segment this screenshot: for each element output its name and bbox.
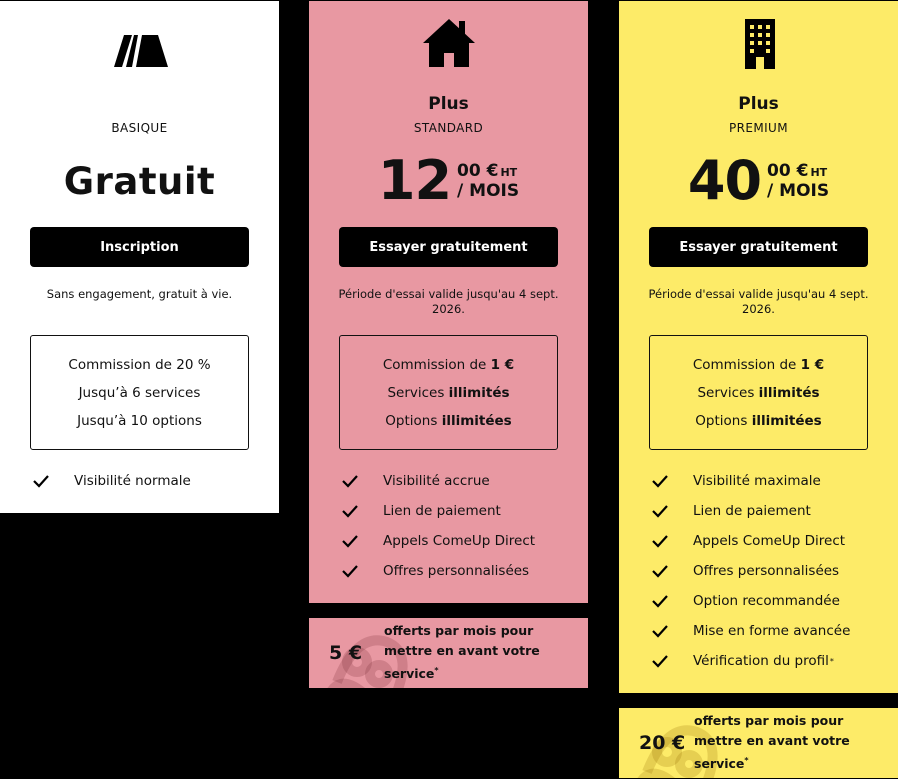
feature-item: Offres personnalisées <box>341 556 588 586</box>
feature-item: Option recommandée <box>651 586 898 616</box>
price-ht: HT <box>810 165 828 179</box>
try-free-button[interactable]: Essayer gratuitement <box>339 227 558 267</box>
feature-item: Lien de paiement <box>341 496 588 526</box>
try-free-button[interactable]: Essayer gratuitement <box>649 227 868 267</box>
feature-list <box>32 466 279 496</box>
check-icon <box>651 654 669 668</box>
box-line: Jusqu’à 10 options <box>77 412 202 429</box>
feature-item: Appels ComeUp Direct <box>651 526 898 556</box>
plan-panel <box>619 1 898 693</box>
feature-item: Mise en forme avancée <box>651 616 898 646</box>
promo-text: offerts par mois pour mettre en avant votre service* <box>694 713 850 772</box>
promo-text: offerts par mois pour mettre en avant votre service* <box>384 623 540 682</box>
price-decimal: 00 € <box>767 160 809 181</box>
price <box>619 146 898 216</box>
box-line: Options illimitées <box>695 412 822 429</box>
house-icon <box>419 17 479 71</box>
feature-list <box>341 466 588 586</box>
plan-panel <box>0 1 279 513</box>
feature-item: Appels ComeUp Direct <box>341 526 588 556</box>
check-icon <box>651 534 669 548</box>
plan-note: Période d'essai valide jusqu'au 4 sept. 2026. <box>338 287 559 316</box>
price <box>309 146 588 216</box>
box-line: Services illimités <box>697 384 820 401</box>
promo-amount: 20 € <box>639 732 686 754</box>
plan-tag: Plus <box>428 94 469 114</box>
features-box <box>339 335 558 450</box>
plan-card-standard <box>309 1 588 682</box>
promo-banner <box>309 618 588 688</box>
check-icon <box>651 474 669 488</box>
price-ht: HT <box>500 165 518 179</box>
feature-item: Offres personnalisées <box>651 556 898 586</box>
plan-name: BASIQUE <box>111 121 168 135</box>
features-box <box>649 335 868 450</box>
plan-name: PREMIUM <box>729 121 788 135</box>
check-icon <box>651 594 669 608</box>
feature-item: Visibilité accrue <box>341 466 588 496</box>
plan-card-premium <box>619 1 898 772</box>
check-icon <box>341 504 359 518</box>
box-line: Services illimités <box>387 384 510 401</box>
price-period: / MOIS <box>767 180 830 201</box>
box-line: Commission de 1 € <box>382 356 515 373</box>
promo-banner <box>619 708 898 778</box>
promo-amount: 5 € <box>329 642 363 664</box>
check-icon <box>32 474 50 488</box>
plan-card-basique <box>0 1 279 513</box>
plan-name: STANDARD <box>413 121 484 135</box>
check-icon <box>341 474 359 488</box>
plan-note: Période d'essai valide jusqu'au 4 sept. 2026. <box>648 287 869 316</box>
check-icon <box>341 564 359 578</box>
feature-item: Visibilité maximale <box>651 466 898 496</box>
feature-item: Lien de paiement <box>651 496 898 526</box>
box-line: Jusqu’à 6 services <box>78 384 201 401</box>
plan-tag: Plus <box>738 94 779 114</box>
plan-panel <box>309 1 588 603</box>
price <box>0 146 279 216</box>
box-line: Options illimitées <box>385 412 512 429</box>
check-icon <box>651 504 669 518</box>
signup-button[interactable]: Inscription <box>30 227 249 267</box>
price-integer: 40 <box>687 149 762 212</box>
building-icon <box>729 17 789 71</box>
check-icon <box>651 624 669 638</box>
price-integer: 12 <box>377 149 452 212</box>
feature-item: Vérification du profil * <box>651 646 898 676</box>
check-icon <box>651 564 669 578</box>
box-line: Commission de 20 % <box>68 356 211 373</box>
tent-icon <box>110 17 170 71</box>
price-decimal: 00 € <box>457 160 499 181</box>
feature-item: Visibilité normale <box>32 466 279 496</box>
price-label: Gratuit <box>63 159 216 203</box>
check-icon <box>341 534 359 548</box>
plan-note: Sans engagement, gratuit à vie. <box>46 287 233 301</box>
box-line: Commission de 1 € <box>692 356 825 373</box>
feature-star: * <box>829 656 834 666</box>
features-box <box>30 335 249 450</box>
price-period: / MOIS <box>457 180 520 201</box>
feature-list <box>651 466 898 676</box>
